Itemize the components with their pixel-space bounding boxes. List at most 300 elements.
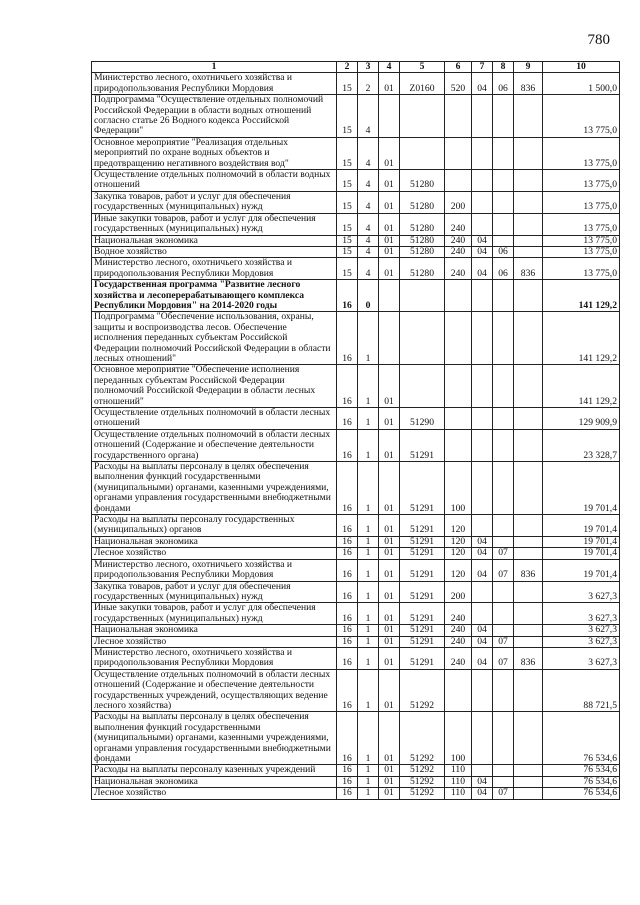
code-cell: 16 (337, 603, 358, 625)
code-cell (472, 280, 493, 312)
table-row (92, 788, 620, 799)
code-cell: 04 (472, 246, 493, 257)
amount-cell: 13 775,0 (543, 213, 620, 235)
amount-cell: 141 129,2 (543, 365, 620, 408)
item-name-cell: Лесное хозяйство (92, 548, 337, 559)
code-cell: 51280 (400, 258, 445, 280)
table-row (92, 515, 620, 537)
table-row (92, 712, 620, 765)
code-cell: 15 (337, 191, 358, 213)
code-cell: 04 (472, 548, 493, 559)
code-cell: 01 (379, 408, 400, 430)
code-cell (493, 312, 514, 365)
code-cell (493, 625, 514, 636)
item-name-cell: Министерство лесного, охотничьего хозяйства и природопользования Республики Мордовия (92, 73, 337, 95)
amount-cell: 1 500,0 (543, 73, 620, 95)
code-cell: 04 (472, 625, 493, 636)
amount-cell: 88 721,5 (543, 669, 620, 712)
code-cell: 07 (493, 788, 514, 799)
code-cell: 07 (493, 636, 514, 647)
code-cell: 51291 (400, 559, 445, 581)
code-cell: 15 (337, 213, 358, 235)
code-cell (445, 669, 472, 712)
code-cell: 836 (514, 258, 543, 280)
code-cell: 16 (337, 559, 358, 581)
code-cell: 06 (493, 246, 514, 257)
code-cell: 1 (358, 559, 379, 581)
code-cell: 1 (358, 669, 379, 712)
code-cell: 4 (358, 137, 379, 169)
item-name-cell: Иные закупки товаров, работ и услуг для обеспечения государственных (муниципальных) нужд (92, 603, 337, 625)
code-cell: 16 (337, 280, 358, 312)
code-cell: 51292 (400, 776, 445, 787)
code-cell: 16 (337, 788, 358, 799)
amount-cell: 13 775,0 (543, 235, 620, 246)
item-name-cell: Закупка товаров, работ и услуг для обеспечения государственных (муниципальных) нужд (92, 581, 337, 603)
code-cell: 16 (337, 515, 358, 537)
code-cell (445, 170, 472, 192)
table-row (92, 408, 620, 430)
code-cell (493, 669, 514, 712)
code-cell: 1 (358, 548, 379, 559)
code-cell: 16 (337, 408, 358, 430)
item-name-cell: Подпрограмма "Обеспечение использования, охраны, защиты и воспроизводства лесов. Обеспечение исполнения переданных субъектам Российской Федерации полномочий Российской Федерации в области лесных отношений" (92, 312, 337, 365)
item-name-cell: Национальная экономика (92, 625, 337, 636)
table-row (92, 548, 620, 559)
code-cell: 01 (379, 581, 400, 603)
code-cell: 51291 (400, 429, 445, 461)
code-cell: 16 (337, 312, 358, 365)
table-row (92, 246, 620, 257)
code-cell: 100 (445, 712, 472, 765)
code-cell: 16 (337, 429, 358, 461)
code-cell: 04 (472, 636, 493, 647)
code-cell (400, 137, 445, 169)
header-cell: 6 (445, 62, 472, 73)
item-name-cell: Основное мероприятие "Реализация отдельных мероприятий по охране водных объектов и предотвращению негативного воздействия вод" (92, 137, 337, 169)
table-row (92, 669, 620, 712)
code-cell: 01 (379, 647, 400, 669)
code-cell: 16 (337, 625, 358, 636)
code-cell: 51280 (400, 235, 445, 246)
code-cell: 4 (358, 213, 379, 235)
code-cell: 51290 (400, 408, 445, 430)
code-cell: 01 (379, 73, 400, 95)
amount-cell: 19 701,4 (543, 462, 620, 515)
table-row (92, 95, 620, 138)
code-cell: 01 (379, 603, 400, 625)
item-name-cell: Расходы на выплаты персоналу казенных учреждений (92, 765, 337, 776)
amount-cell: 141 129,2 (543, 312, 620, 365)
code-cell: 1 (358, 603, 379, 625)
amount-cell: 3 627,3 (543, 603, 620, 625)
code-cell: 51292 (400, 765, 445, 776)
code-cell (514, 191, 543, 213)
code-cell (514, 365, 543, 408)
code-cell: 51291 (400, 625, 445, 636)
code-cell: 1 (358, 765, 379, 776)
header-cell: 4 (379, 62, 400, 73)
code-cell: 01 (379, 137, 400, 169)
code-cell: 01 (379, 191, 400, 213)
item-name-cell: Министерство лесного, охотничьего хозяйства и природопользования Республики Мордовия (92, 647, 337, 669)
code-cell: 01 (379, 536, 400, 547)
code-cell: 1 (358, 625, 379, 636)
code-cell: 15 (337, 246, 358, 257)
code-cell (514, 408, 543, 430)
code-cell: 836 (514, 73, 543, 95)
code-cell: 110 (445, 776, 472, 787)
table-row (92, 636, 620, 647)
code-cell: 51291 (400, 581, 445, 603)
code-cell (493, 776, 514, 787)
table-row (92, 365, 620, 408)
amount-cell: 13 775,0 (543, 170, 620, 192)
amount-cell: 76 534,6 (543, 712, 620, 765)
code-cell (400, 280, 445, 312)
code-cell (472, 365, 493, 408)
table-row (92, 647, 620, 669)
code-cell (514, 137, 543, 169)
code-cell: 01 (379, 548, 400, 559)
code-cell (514, 213, 543, 235)
code-cell: 240 (445, 636, 472, 647)
code-cell (445, 280, 472, 312)
code-cell: 51292 (400, 788, 445, 799)
table-row (92, 625, 620, 636)
code-cell: 16 (337, 712, 358, 765)
header-cell: 9 (514, 62, 543, 73)
code-cell (472, 95, 493, 138)
code-cell: 1 (358, 429, 379, 461)
item-name-cell: Осуществление отдельных полномочий в области лесных отношений (92, 408, 337, 430)
amount-cell: 3 627,3 (543, 625, 620, 636)
code-cell (514, 548, 543, 559)
code-cell (493, 515, 514, 537)
code-cell: 240 (445, 647, 472, 669)
code-cell: 04 (472, 73, 493, 95)
code-cell (514, 765, 543, 776)
code-cell: 16 (337, 462, 358, 515)
code-cell: 16 (337, 365, 358, 408)
table-row (92, 213, 620, 235)
code-cell: 04 (472, 258, 493, 280)
code-cell: 01 (379, 170, 400, 192)
header-cell: 1 (92, 62, 337, 73)
code-cell: 51280 (400, 170, 445, 192)
item-name-cell: Расходы на выплаты персоналу в целях обеспечения выполнения функций государственными (муниципальными) органами, казенными учреждениями, органами управления государственными внебюджетными фондами (92, 462, 337, 515)
item-name-cell: Водное хозяйство (92, 246, 337, 257)
item-name-cell: Национальная экономика (92, 776, 337, 787)
code-cell: 120 (445, 548, 472, 559)
amount-cell: 129 909,9 (543, 408, 620, 430)
code-cell: 01 (379, 235, 400, 246)
item-name-cell: Подпрограмма "Осуществление отдельных полномочий Российской Федерации в области водных отношений согласно статье 26 Водного кодекса Российской Федерации" (92, 95, 337, 138)
page-number: 780 (587, 32, 610, 48)
code-cell: 04 (472, 235, 493, 246)
code-cell: 16 (337, 776, 358, 787)
header-cell: 2 (337, 62, 358, 73)
amount-cell: 13 775,0 (543, 246, 620, 257)
item-name-cell: Национальная экономика (92, 235, 337, 246)
code-cell: 16 (337, 636, 358, 647)
code-cell: 120 (445, 559, 472, 581)
code-cell: 4 (358, 191, 379, 213)
table-row (92, 603, 620, 625)
table-row (92, 258, 620, 280)
table-row (92, 776, 620, 787)
table-row (92, 191, 620, 213)
code-cell (379, 312, 400, 365)
code-cell: 51291 (400, 603, 445, 625)
code-cell: 240 (445, 213, 472, 235)
code-cell: 01 (379, 515, 400, 537)
code-cell (445, 408, 472, 430)
code-cell: 16 (337, 536, 358, 547)
table-body (92, 73, 620, 799)
code-cell: 51291 (400, 636, 445, 647)
code-cell: 4 (358, 170, 379, 192)
table-row (92, 312, 620, 365)
code-cell (514, 515, 543, 537)
code-cell: 120 (445, 536, 472, 547)
code-cell (472, 429, 493, 461)
code-cell (472, 515, 493, 537)
item-name-cell: Осуществление отдельных полномочий в области лесных отношений (Содержание и обеспечение деятельности государственного органа) (92, 429, 337, 461)
code-cell (472, 712, 493, 765)
code-cell (472, 669, 493, 712)
code-cell (514, 788, 543, 799)
code-cell (493, 408, 514, 430)
code-cell: 110 (445, 788, 472, 799)
code-cell (493, 213, 514, 235)
code-cell (445, 312, 472, 365)
item-name-cell: Лесное хозяйство (92, 636, 337, 647)
code-cell (493, 137, 514, 169)
amount-cell: 3 627,3 (543, 636, 620, 647)
table-row (92, 137, 620, 169)
code-cell (445, 429, 472, 461)
code-cell: 1 (358, 636, 379, 647)
amount-cell: 19 701,4 (543, 559, 620, 581)
item-name-cell: Осуществление отдельных полномочий в области лесных отношений (Содержание и обеспечение деятельности государственных учреждений, осуществляющих ведение лесного хозяйства) (92, 669, 337, 712)
code-cell: 01 (379, 559, 400, 581)
amount-cell: 3 627,3 (543, 647, 620, 669)
code-cell: 4 (358, 235, 379, 246)
code-cell: 01 (379, 213, 400, 235)
code-cell: 240 (445, 258, 472, 280)
code-cell: 15 (337, 258, 358, 280)
code-cell (472, 137, 493, 169)
table-row (92, 765, 620, 776)
amount-cell: 13 775,0 (543, 137, 620, 169)
header-cell: 7 (472, 62, 493, 73)
item-name-cell: Лесное хозяйство (92, 788, 337, 799)
code-cell (400, 312, 445, 365)
code-cell: 04 (472, 559, 493, 581)
amount-cell: 19 701,4 (543, 548, 620, 559)
code-cell (379, 280, 400, 312)
code-cell: 15 (337, 170, 358, 192)
code-cell: 01 (379, 258, 400, 280)
code-cell: 1 (358, 515, 379, 537)
code-cell (400, 365, 445, 408)
code-cell: 16 (337, 647, 358, 669)
item-name-cell: Национальная экономика (92, 536, 337, 547)
code-cell: 240 (445, 235, 472, 246)
code-cell (493, 429, 514, 461)
code-cell: 06 (493, 73, 514, 95)
code-cell (514, 312, 543, 365)
amount-cell: 76 534,6 (543, 788, 620, 799)
code-cell: 4 (358, 95, 379, 138)
code-cell: 1 (358, 647, 379, 669)
item-name-cell: Иные закупки товаров, работ и услуг для обеспечения государственных (муниципальных) нужд (92, 213, 337, 235)
code-cell: 1 (358, 462, 379, 515)
amount-cell: 3 627,3 (543, 581, 620, 603)
header-cell: 3 (358, 62, 379, 73)
code-cell: 15 (337, 235, 358, 246)
code-cell: 01 (379, 246, 400, 257)
code-cell: 07 (493, 559, 514, 581)
code-cell (493, 462, 514, 515)
code-cell: 04 (472, 776, 493, 787)
code-cell: 51291 (400, 462, 445, 515)
table-row (92, 73, 620, 95)
code-cell (445, 95, 472, 138)
code-cell: 1 (358, 536, 379, 547)
code-cell: Z0160 (400, 73, 445, 95)
item-name-cell: Министерство лесного, охотничьего хозяйства и природопользования Республики Мордовия (92, 258, 337, 280)
table-header-row (92, 62, 620, 73)
code-cell: 1 (358, 581, 379, 603)
code-cell (514, 603, 543, 625)
amount-cell: 76 534,6 (543, 776, 620, 787)
code-cell: 240 (445, 625, 472, 636)
code-cell (493, 603, 514, 625)
code-cell (514, 625, 543, 636)
code-cell: 1 (358, 788, 379, 799)
code-cell (493, 765, 514, 776)
code-cell (514, 462, 543, 515)
code-cell: 51280 (400, 246, 445, 257)
code-cell (400, 95, 445, 138)
code-cell: 16 (337, 765, 358, 776)
code-cell (514, 776, 543, 787)
code-cell (514, 669, 543, 712)
header-cell: 10 (543, 62, 620, 73)
amount-cell: 19 701,4 (543, 536, 620, 547)
code-cell (445, 365, 472, 408)
code-cell: 04 (472, 647, 493, 669)
code-cell: 01 (379, 636, 400, 647)
code-cell (514, 170, 543, 192)
code-cell: 01 (379, 462, 400, 515)
code-cell: 240 (445, 603, 472, 625)
code-cell: 16 (337, 548, 358, 559)
code-cell (514, 95, 543, 138)
budget-table (91, 61, 620, 800)
code-cell (472, 765, 493, 776)
code-cell (514, 636, 543, 647)
code-cell (379, 95, 400, 138)
item-name-cell: Министерство лесного, охотничьего хозяйства и природопользования Республики Мордовия (92, 559, 337, 581)
table-row (92, 462, 620, 515)
table-row (92, 429, 620, 461)
code-cell: 836 (514, 559, 543, 581)
code-cell (493, 95, 514, 138)
code-cell: 01 (379, 788, 400, 799)
code-cell: 01 (379, 776, 400, 787)
code-cell: 06 (493, 258, 514, 280)
amount-cell: 141 129,2 (543, 280, 620, 312)
item-name-cell: Закупка товаров, работ и услуг для обеспечения государственных (муниципальных) нужд (92, 191, 337, 213)
item-name-cell: Расходы на выплаты персоналу государственных (муниципальных) органов (92, 515, 337, 537)
code-cell: 240 (445, 246, 472, 257)
code-cell: 51280 (400, 213, 445, 235)
code-cell (493, 170, 514, 192)
amount-cell: 13 775,0 (543, 191, 620, 213)
item-name-cell: Основное мероприятие "Обеспечение исполнения переданных субъектам Российской Федерации полномочий Российской Федерации в области лесных отношений" (92, 365, 337, 408)
code-cell: 01 (379, 765, 400, 776)
code-cell (493, 365, 514, 408)
code-cell: 110 (445, 765, 472, 776)
code-cell: 1 (358, 712, 379, 765)
code-cell (493, 581, 514, 603)
code-cell: 07 (493, 647, 514, 669)
code-cell (514, 246, 543, 257)
code-cell: 51280 (400, 191, 445, 213)
code-cell: 51291 (400, 548, 445, 559)
code-cell (472, 170, 493, 192)
code-cell: 836 (514, 647, 543, 669)
table-row (92, 536, 620, 547)
amount-cell: 13 775,0 (543, 258, 620, 280)
table-row (92, 235, 620, 246)
amount-cell: 19 701,4 (543, 515, 620, 537)
code-cell (514, 581, 543, 603)
code-cell: 520 (445, 73, 472, 95)
code-cell: 51291 (400, 515, 445, 537)
code-cell (472, 191, 493, 213)
code-cell: 2 (358, 73, 379, 95)
code-cell (514, 536, 543, 547)
code-cell (514, 280, 543, 312)
code-cell: 4 (358, 246, 379, 257)
code-cell: 01 (379, 429, 400, 461)
code-cell: 04 (472, 536, 493, 547)
code-cell: 01 (379, 669, 400, 712)
code-cell (445, 137, 472, 169)
code-cell: 16 (337, 581, 358, 603)
code-cell: 16 (337, 669, 358, 712)
code-cell: 04 (472, 788, 493, 799)
table-row (92, 280, 620, 312)
code-cell: 120 (445, 515, 472, 537)
header-cell: 8 (493, 62, 514, 73)
amount-cell: 23 328,7 (543, 429, 620, 461)
code-cell: 15 (337, 137, 358, 169)
code-cell (472, 312, 493, 365)
table-row (92, 559, 620, 581)
header-cell: 5 (400, 62, 445, 73)
table-row (92, 581, 620, 603)
table-row (92, 170, 620, 192)
amount-cell: 76 534,6 (543, 765, 620, 776)
code-cell (514, 429, 543, 461)
code-cell: 15 (337, 73, 358, 95)
code-cell: 200 (445, 191, 472, 213)
